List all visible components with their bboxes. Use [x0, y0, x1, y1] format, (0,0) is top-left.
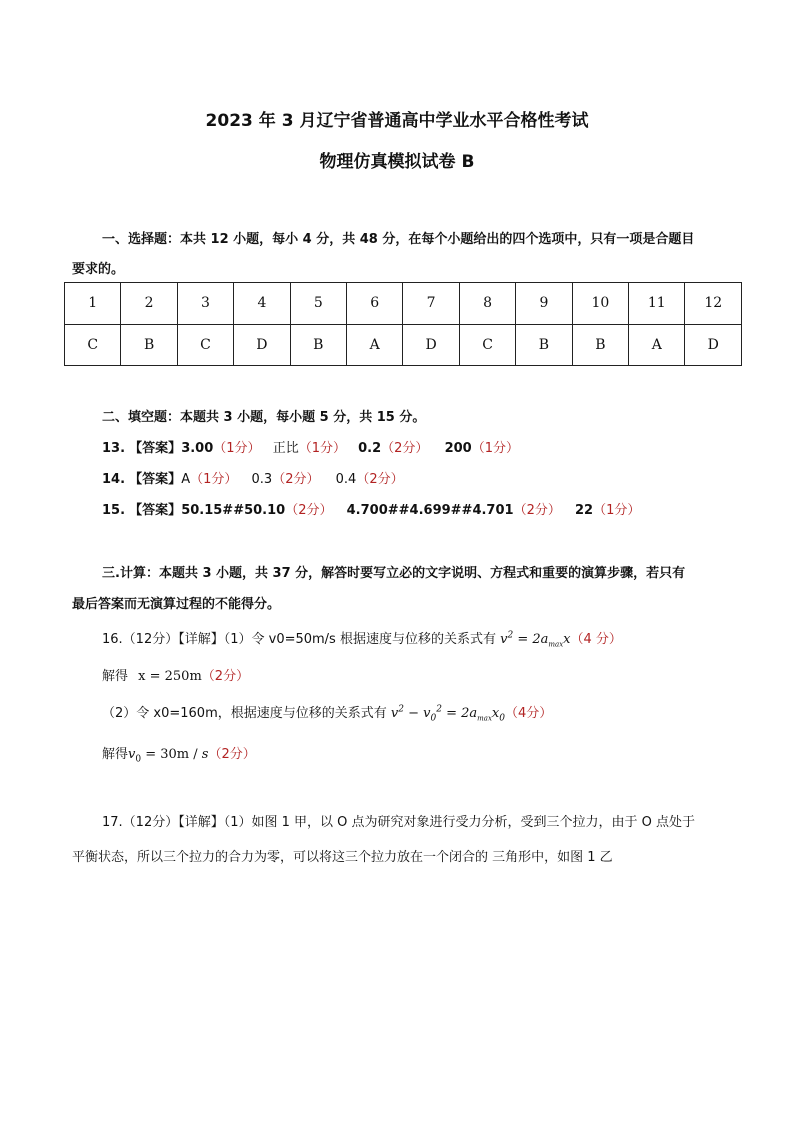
score-label: （4 分） — [570, 632, 622, 647]
table-cell: B — [121, 324, 177, 366]
answer-tag: 【答案】 — [129, 441, 182, 456]
answer-value: 0.3 — [251, 472, 273, 487]
table-cell: 3 — [177, 283, 233, 325]
page-subtitle: 物理仿真模拟试卷 B — [319, 152, 475, 172]
score-label: （1分） — [471, 441, 519, 456]
answer-line-15 — [102, 499, 640, 518]
question-number: 15. — [102, 503, 126, 518]
answer-tag: 【答案】 — [129, 472, 182, 487]
table-cell: B — [516, 324, 572, 366]
table-cell: 12 — [685, 283, 742, 325]
table-cell: C — [459, 324, 515, 366]
table-cell: D — [685, 324, 742, 366]
solution-text: 16.（12分）【详解】（1）令 v0=50m/s 根据速度与位移的关系式有 — [102, 632, 496, 647]
formula-v-v0: $v^2 - v_0^2 = 2a_{max}x_0$ — [390, 704, 505, 724]
question-number: 14. — [102, 472, 126, 487]
answer-value: 正比 — [272, 441, 299, 456]
solution-text: 解得 — [102, 669, 129, 684]
score-label: （2分） — [272, 472, 320, 487]
section3-intro: 三.计算：本题共 3 小题，共 37 分，解答时要写立必的文字说明、方程式和重要的演算步骤，若只有 — [102, 566, 686, 581]
score-label: （2分） — [208, 747, 256, 762]
question-number: 13. — [102, 441, 126, 456]
table-cell: 5 — [290, 283, 346, 325]
score-label: （2分） — [285, 503, 333, 518]
score-label: （2分） — [513, 503, 561, 518]
q16-line-4 — [102, 743, 256, 765]
answer-value: 200 — [444, 441, 472, 456]
table-cell: 4 — [234, 283, 290, 325]
score-label: （1分） — [213, 441, 261, 456]
question-number-row — [65, 283, 742, 325]
q16-line-3 — [102, 702, 552, 724]
answer-value: 4.700##4.699##4.701 — [346, 503, 514, 518]
q16-line-1 — [102, 628, 622, 649]
solution-text: （2）令 x0=160m，根据速度与位移的关系式有 — [102, 706, 387, 721]
result-formula-v0: $v_0 = 30m / s$ — [128, 747, 209, 765]
table-cell: 1 — [65, 283, 121, 325]
q16-line-2 — [102, 665, 249, 684]
answer-line-14 — [102, 468, 404, 487]
answer-value: A — [181, 472, 191, 487]
score-label: （1分） — [298, 441, 346, 456]
answer-line-13 — [102, 437, 519, 456]
table-cell: B — [290, 324, 346, 366]
section1-intro: 一、选择题：本共 12 小题，每小 4 分，共 48 分，在每个小题给出的四个选项中，只有一项是合题目 — [102, 232, 695, 247]
result-formula: x = 250m — [138, 669, 202, 684]
answer-table — [64, 282, 742, 366]
answer-value: 50.15##50.10 — [181, 503, 286, 518]
answer-value: 0.2 — [358, 441, 382, 456]
table-cell: D — [403, 324, 459, 366]
table-cell: C — [65, 324, 121, 366]
section3-intro-cont: 最后答案而无演算过程的不能得分。 — [72, 597, 281, 612]
answer-tag: 【答案】 — [129, 503, 182, 518]
table-cell: 7 — [403, 283, 459, 325]
solution-text: 解得 — [102, 747, 129, 762]
table-cell: 11 — [629, 283, 685, 325]
table-cell: A — [629, 324, 685, 366]
answer-value: 22 — [575, 503, 594, 518]
q17-line-2: 平衡状态，所以三个拉力的合力为零，可以将这三个拉力放在一个闭合的 三角形中，如图 1 乙 — [72, 850, 613, 865]
score-label: （2分） — [381, 441, 429, 456]
table-cell: 2 — [121, 283, 177, 325]
table-cell: D — [234, 324, 290, 366]
page-title: 2023 年 3 月辽宁省普通高中学业水平合格性考试 — [205, 111, 589, 131]
section1-intro-cont: 要求的。 — [72, 262, 125, 277]
table-cell: 10 — [572, 283, 628, 325]
answer-value: 3.00 — [181, 441, 214, 456]
table-cell: 9 — [516, 283, 572, 325]
answer-value: 0.4 — [335, 472, 357, 487]
score-label: （2分） — [201, 669, 250, 684]
table-cell: B — [572, 324, 628, 366]
table-cell: A — [347, 324, 403, 366]
score-label: （2分） — [356, 472, 404, 487]
answer-row — [65, 324, 742, 366]
score-label: （4分） — [505, 706, 553, 721]
score-label: （1分） — [190, 472, 238, 487]
table-cell: 6 — [347, 283, 403, 325]
formula-v-squared: $v^2 = 2a_{max}x$ — [500, 630, 571, 649]
table-cell: 8 — [459, 283, 515, 325]
section2-intro: 二、填空题：本题共 3 小题，每小题 5 分，共 15 分。 — [102, 410, 426, 425]
table-cell: C — [177, 324, 233, 366]
q17-line-1: 17.（12分）【详解】（1）如图 1 甲，以 O 点为研究对象进行受力分析，受到三个拉力，由于 O 点处于 — [102, 815, 696, 830]
score-label: （1分） — [593, 503, 641, 518]
